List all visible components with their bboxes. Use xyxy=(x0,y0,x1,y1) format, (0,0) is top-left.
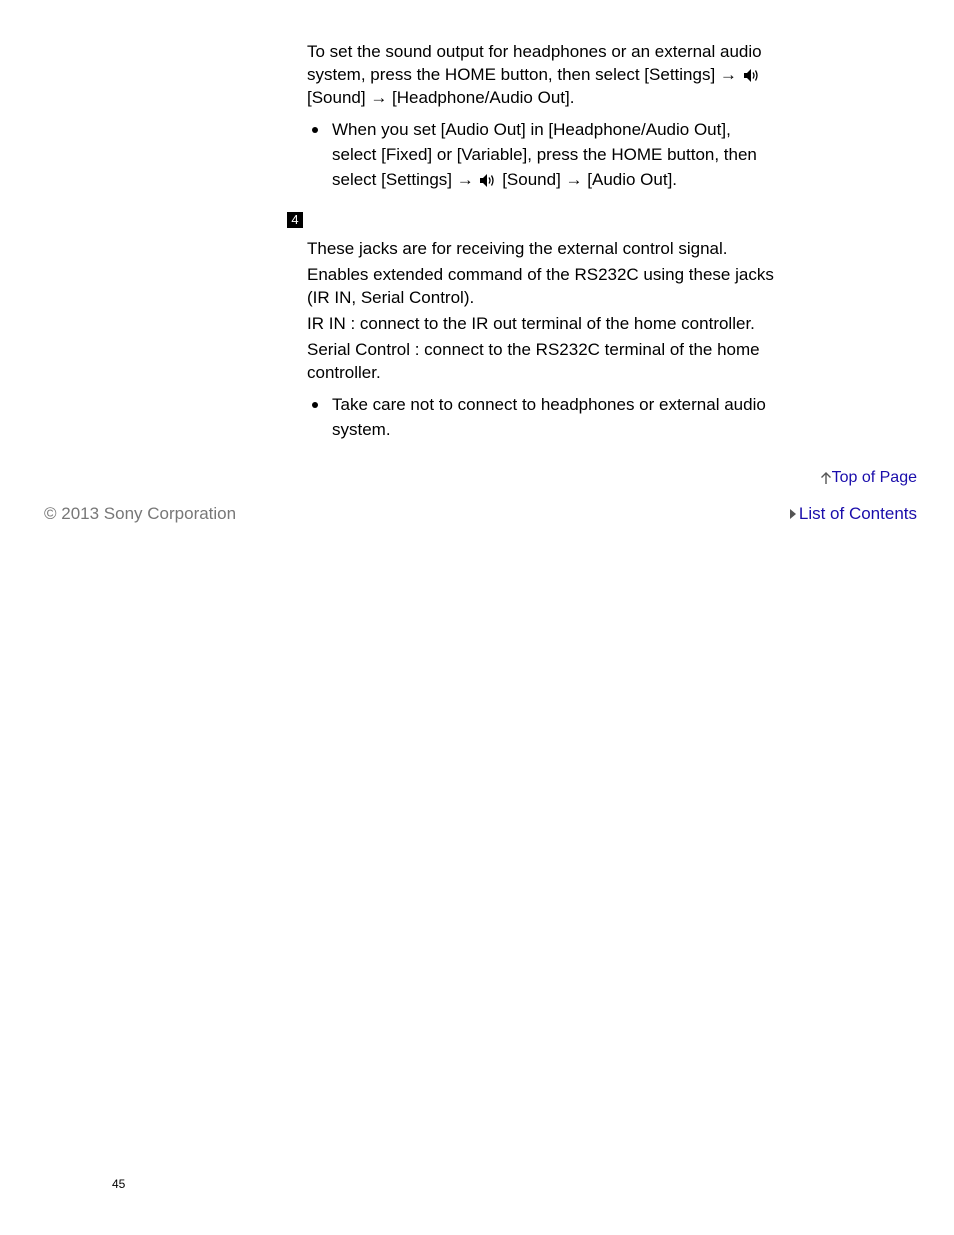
paragraph-line: Enables extended command of the RS232C using these jacks xyxy=(307,265,774,284)
list-item xyxy=(307,392,807,442)
right-triangle-icon xyxy=(789,508,797,520)
note-list xyxy=(307,392,807,442)
list-of-contents-link[interactable] xyxy=(789,504,917,524)
copyright-text: © 2013 Sony Corporation xyxy=(44,504,237,523)
bullet-line: When you set [Audio Out] in [Headphone/Audio Out], xyxy=(332,120,731,139)
paragraph: IR IN : connect to the IR out terminal of the home controller. xyxy=(307,314,755,333)
bullet-line: system. xyxy=(332,420,391,439)
up-arrow-icon xyxy=(820,471,832,485)
section-audio-output xyxy=(307,40,807,192)
bullet-line: select [Settings] → xyxy=(332,170,474,189)
page-number: 45 xyxy=(112,1177,126,1191)
paragraph-line: controller. xyxy=(307,363,381,382)
note-list xyxy=(307,117,807,192)
list-of-contents-label: List of Contents xyxy=(798,504,917,523)
intro-line: [Sound] → [Headphone/Audio Out]. xyxy=(307,88,575,107)
paragraph xyxy=(307,338,807,384)
bullet-line: [Sound] → [Audio Out]. xyxy=(502,170,678,189)
item-number-badge: 4 xyxy=(287,212,303,228)
bullet-icon xyxy=(312,402,318,408)
paragraph-line: Serial Control : connect to the RS232C terminal of the home xyxy=(307,340,760,359)
top-of-page-link[interactable] xyxy=(820,469,917,487)
intro-line: system, press the HOME button, then select [Settings] → xyxy=(307,65,737,84)
list-item xyxy=(307,117,807,192)
speaker-icon xyxy=(479,173,496,188)
paragraph xyxy=(307,263,807,309)
bullet-icon xyxy=(312,127,318,133)
bullet-line: select [Fixed] or [Variable], press the HOME button, then xyxy=(332,145,757,164)
paragraph: These jacks are for receiving the external control signal. xyxy=(307,239,728,258)
paragraph-line: (IR IN, Serial Control). xyxy=(307,288,475,307)
top-of-page-label: Top of Page xyxy=(831,469,917,486)
bullet-line: Take care not to connect to headphones or external audio xyxy=(332,395,766,414)
section-control-jacks xyxy=(307,237,807,442)
speaker-icon xyxy=(743,68,760,83)
intro-paragraph xyxy=(307,40,807,109)
intro-line: To set the sound output for headphones or an external audio xyxy=(307,42,762,61)
